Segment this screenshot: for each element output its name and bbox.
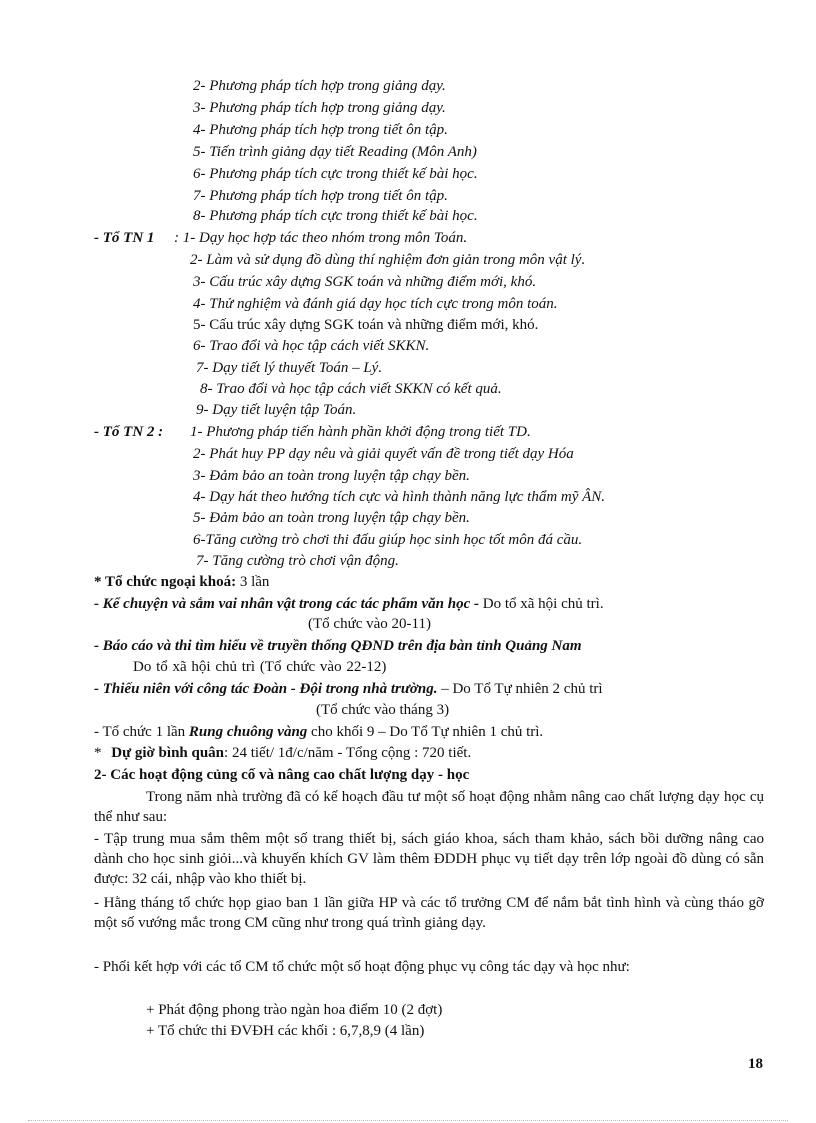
text-line: 4- Phương pháp tích hợp trong tiết ôn tập. <box>193 122 448 138</box>
bullet-item: + Phát động phong trào ngàn hoa điểm 10 (2 đợt) <box>146 1002 443 1018</box>
text-line: 3- Phương pháp tích hợp trong giảng dạy. <box>193 100 446 116</box>
activity-detail: – Do Tổ Tự nhiên 2 chủ trì <box>441 681 603 697</box>
activity-title: - Kể chuyện và sắm vai nhân vật trong các tác phẩm văn học - <box>94 596 479 612</box>
activity-line <box>94 594 604 614</box>
event-name: Rung chuông vàng <box>188 724 308 740</box>
paragraph: Trong năm nhà trường đã có kế hoạch đầu tư một số hoạt động nhằm nâng cao chất lượng dạy học cụ thể như sau: <box>94 789 764 825</box>
text-line: 6- Phương pháp tích cực trong thiết kế bài học. <box>193 166 478 182</box>
bullet-item: + Tổ chức thi ĐVĐH các khối : 6,7,8,9 (4 lần) <box>146 1023 425 1039</box>
activity-detail: Do tổ xã hội chủ trì (Tổ chức vào 22-12) <box>133 659 387 675</box>
text-line: 2- Phương pháp tích hợp trong giảng dạy. <box>193 78 446 94</box>
text-line: 4- Thử nghiệm và đánh giá dạy học tích cực trong môn toán. <box>193 296 558 312</box>
text-line: 3- Cấu trúc xây dựng SGK toán và những điểm mới, khó. <box>193 274 537 290</box>
count-text: 3 lần <box>239 574 270 590</box>
group-label-tn1: - Tổ TN 1 <box>94 230 155 246</box>
text-line: 2- Phát huy PP dạy nêu và giải quyết vấn đề trong tiết dạy Hóa <box>193 446 574 462</box>
text-line: 8- Phương pháp tích cực trong thiết kế bài học. <box>193 208 478 224</box>
observation-line <box>94 743 471 763</box>
text-line: 6-Tăng cường trò chơi thi đấu giúp học sinh học tốt môn đá cầu. <box>193 532 583 548</box>
observation-label: Dự giờ bình quân <box>111 745 225 761</box>
paragraph: - Phối kết hợp với các tổ CM tổ chức một số hoạt động phục vụ công tác dạy và học như: <box>94 959 630 975</box>
activity-time: (Tổ chức vào 20-11) <box>308 616 431 632</box>
activity-detail: Do tổ xã hội chủ trì. <box>482 596 604 612</box>
text-line: 7- Tăng cường trò chơi vận động. <box>196 553 399 569</box>
observation-value: : 24 tiết/ 1đ/c/năm - Tổng cộng : 720 tiết. <box>224 745 472 761</box>
text-line: 4- Dạy hát theo hướng tích cực và hình thành năng lực thẩm mỹ ÂN. <box>193 489 606 505</box>
text-line: 5- Tiến trình giảng dạy tiết Reading (Môn Anh) <box>193 144 477 160</box>
text-line: 8- Trao đổi và học tập cách viết SKKN có kết quả. <box>200 381 502 397</box>
text-line: 5- Đảm bảo an toàn trong luyện tập chạy bền. <box>193 510 470 526</box>
text-line: 7- Phương pháp tích hợp trong tiết ôn tập. <box>193 188 448 204</box>
text-line: 9- Dạy tiết luyện tập Toán. <box>196 402 357 418</box>
group-label-tn2: - Tổ TN 2 : <box>94 424 164 440</box>
activity-line <box>94 679 603 699</box>
heading-text: * Tổ chức ngoại khoá: <box>94 574 237 590</box>
text-line: 2- Làm và sử dụng đồ dùng thí nghiệm đơn giản trong môn vật lý. <box>190 252 586 268</box>
activity-title: - Thiếu niên với công tác Đoàn - Đội trong nhà trường. <box>94 681 438 697</box>
page-border <box>28 1120 788 1121</box>
activity-title: - Báo cáo và thi tìm hiểu về truyền thống QĐND trên địa bàn tỉnh Quảng Nam <box>94 638 582 654</box>
paragraph: - Hằng tháng tổ chức họp giao ban 1 lần giữa HP và các tổ trưởng CM để nắm bắt tình hình và cùng tháo gỡ một số vướng mắc trong CM cũng như trong quá trình giảng dạy. <box>94 895 764 931</box>
paragraph: - Tập trung mua sắm thêm một số trang thiết bị, sách giáo khoa, sách tham khảo, sách bồi dưỡng nâng cao dành cho học sinh giỏi...và khuyến khích GV làm thêm ĐDDH phục vụ tiết dạy trên lớp ngoài đồ dùng có sẵn được: 32 cái, nhập vào kho thiết bị. <box>94 831 764 887</box>
text-line: : 1- Dạy học hợp tác theo nhóm trong môn Toán. <box>174 230 468 246</box>
section-heading: 2- Các hoạt động củng cố và nâng cao chất lượng dạy - học <box>94 767 470 783</box>
golden-bell-line <box>94 722 543 742</box>
text-part: cho khối 9 – Do Tổ Tự nhiên 1 chủ trì. <box>311 724 544 740</box>
extracurricular-heading <box>94 572 269 592</box>
page-number: 18 <box>748 1056 763 1072</box>
activity-time: (Tổ chức vào tháng 3) <box>316 702 450 718</box>
text-line: 3- Đảm bảo an toàn trong luyện tập chạy bền. <box>193 468 470 484</box>
text-line: 6- Trao đổi và học tập cách viết SKKN. <box>193 338 430 354</box>
text-line: 1- Phương pháp tiến hành phần khởi động trong tiết TD. <box>190 424 531 440</box>
text-line: 5- Cấu trúc xây dựng SGK toán và những điểm mới, khó. <box>193 317 539 333</box>
asterisk: * <box>94 745 102 761</box>
text-line: 7- Dạy tiết lý thuyết Toán – Lý. <box>196 360 383 376</box>
text-part: - Tổ chức 1 lần <box>94 724 186 740</box>
